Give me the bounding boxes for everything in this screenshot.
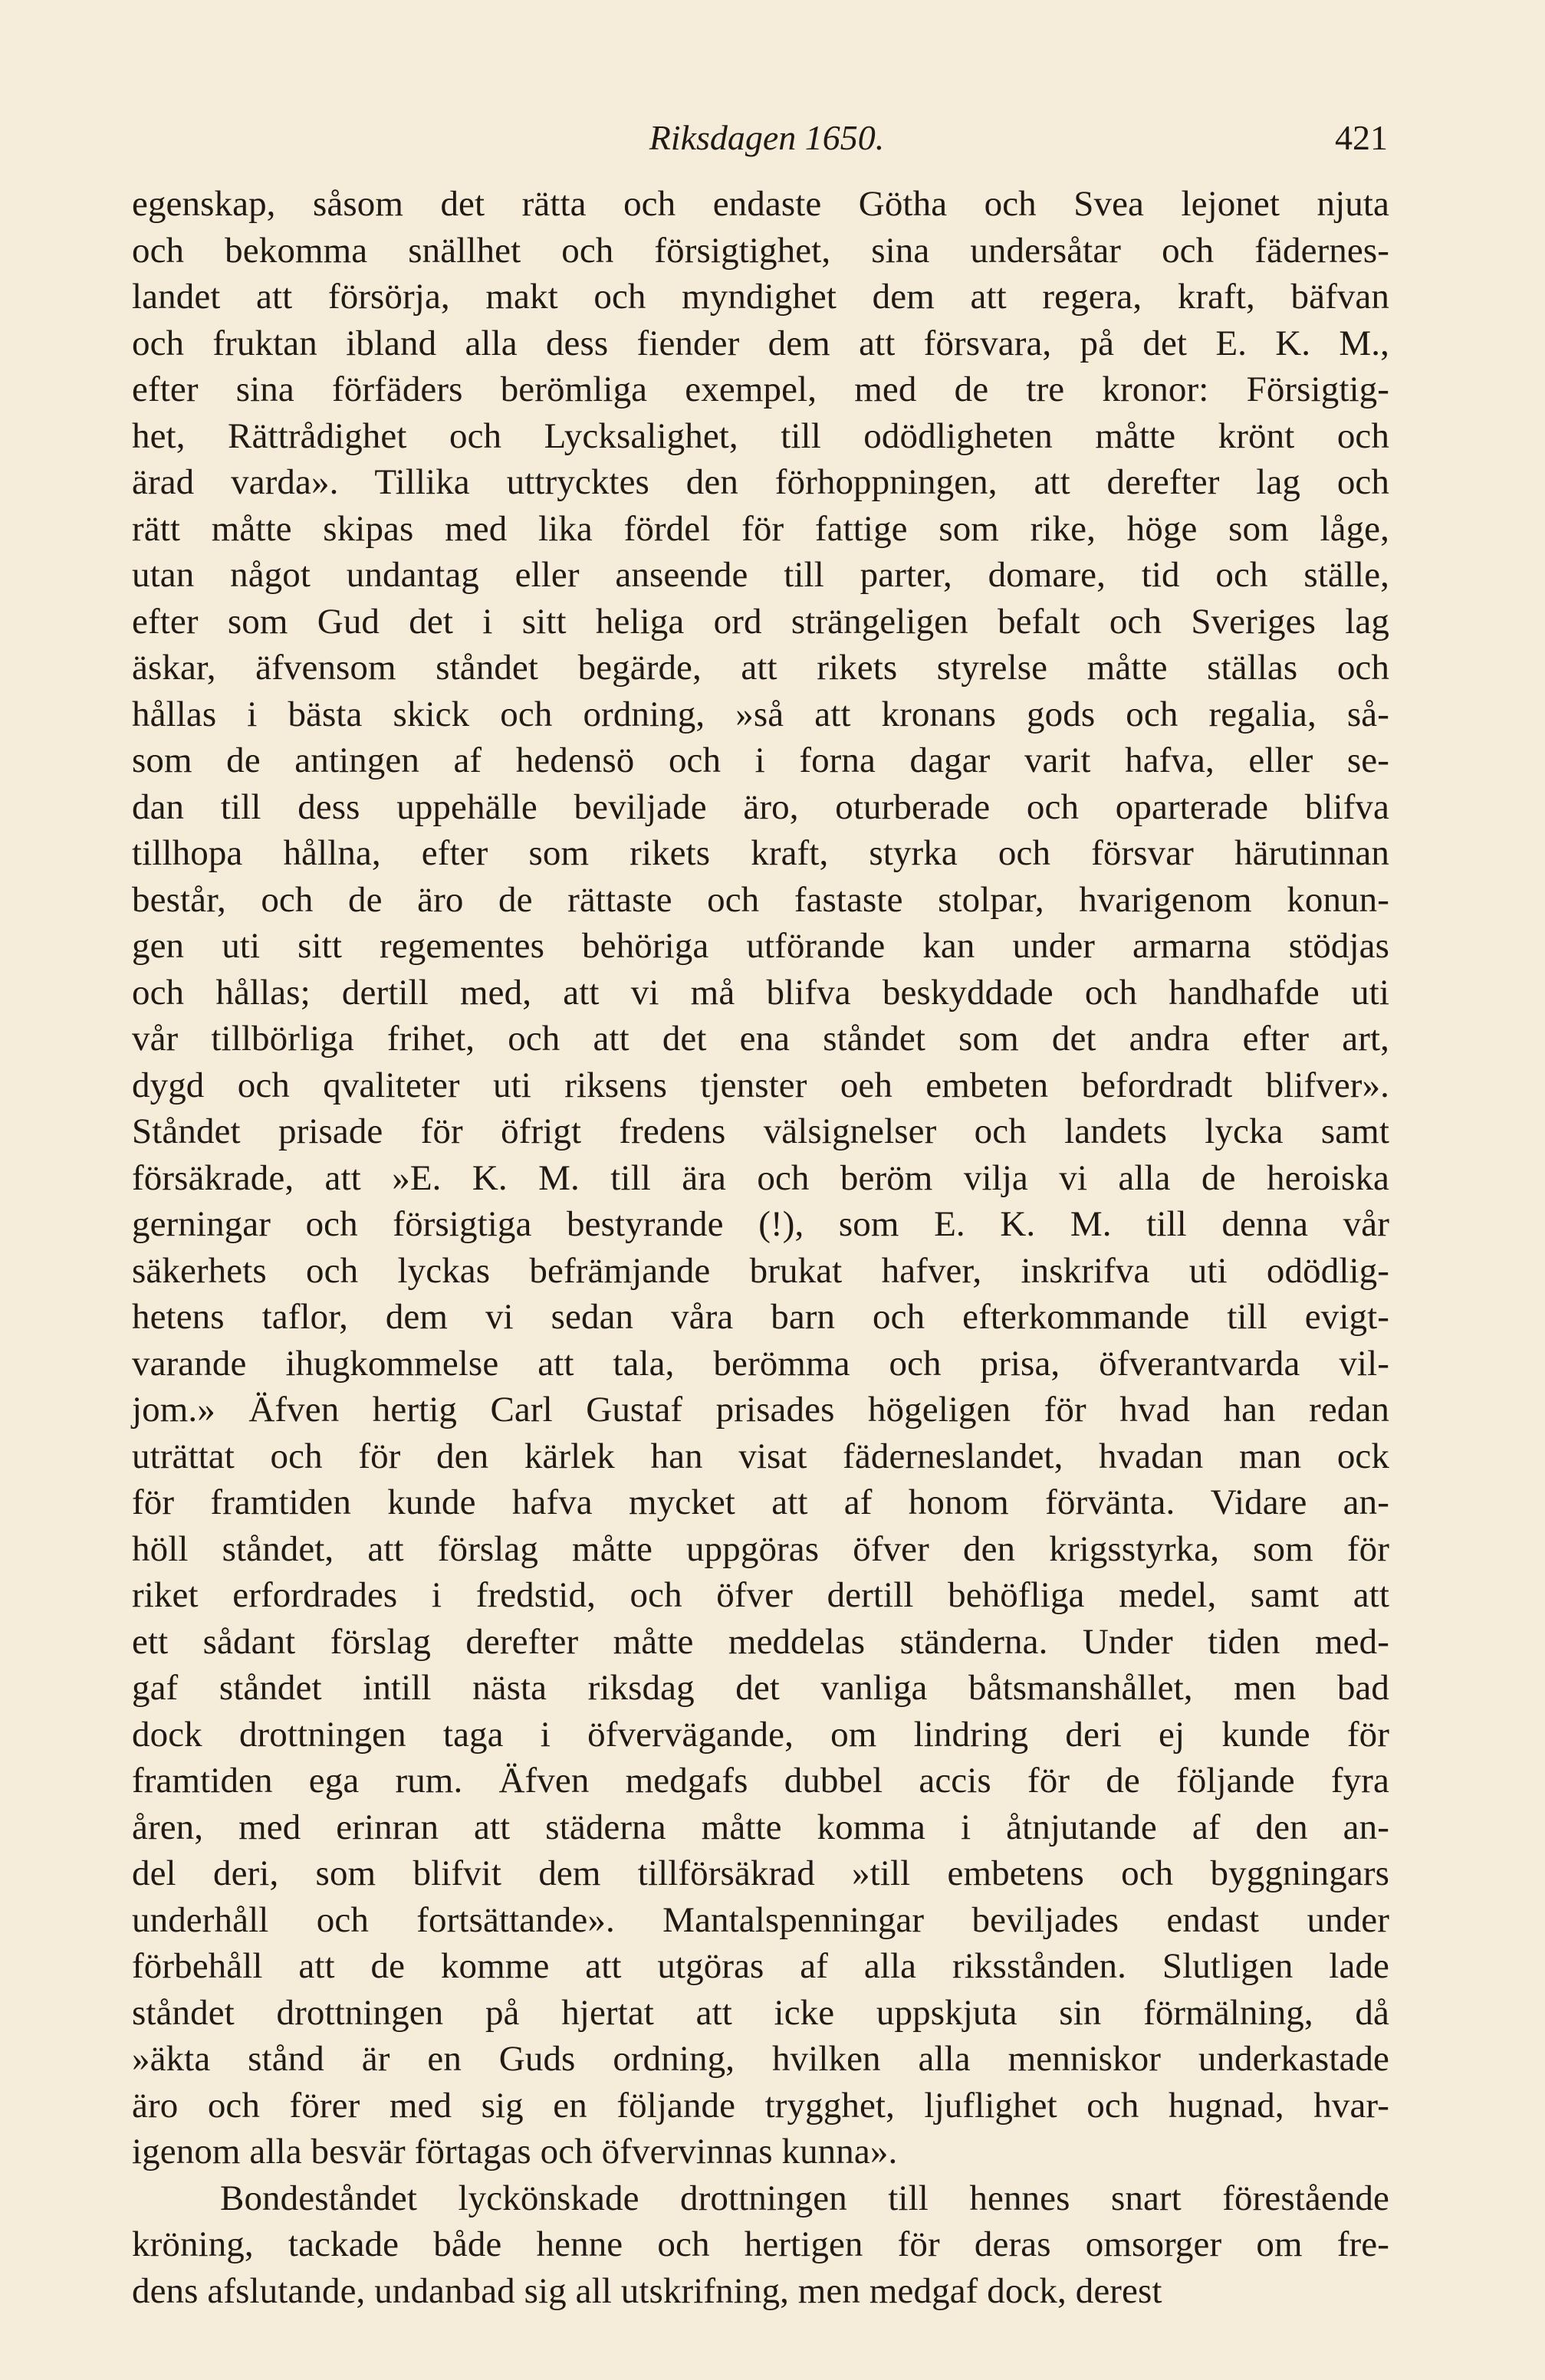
body-text (132, 181, 1389, 2314)
text-line: dock drottningen taga i öfvervägande, om lindring deri ej kunde för (132, 1714, 1389, 1755)
text-line: för framtiden kunde hafva mycket att af honom förvänta. Vidare an- (132, 1482, 1389, 1522)
text-line: försäkrade, att »E. K. M. till ära och beröm vilja vi alla de heroiska (132, 1157, 1389, 1198)
text-line: äskar, äfvensom ståndet begärde, att rikets styrelse måtte ställas och (132, 648, 1389, 688)
text-line: gen uti sitt regementes behöriga utförande kan under armarna stödjas (132, 926, 1389, 966)
text-line: efter som Gud det i sitt heliga ord strängeligen befalt och Sveriges lag (132, 601, 1389, 642)
text-line: dygd och qvaliteter uti riksens tjenster oeh embeten befordradt blifver». (132, 1065, 1389, 1105)
text-line: »äkta stånd är en Guds ordning, hvilken alla menniskor underkastade (132, 2039, 1389, 2079)
text-line: framtiden ega rum. Äfven medgafs dubbel accis för de följande fyra (132, 1761, 1389, 1801)
text-line: varande ihugkommelse att tala, berömma och prisa, öfverantvarda vil- (132, 1343, 1389, 1384)
text-line: åren, med erinran att städerna måtte komma i åtnjutande af den an- (132, 1807, 1389, 1847)
text-line: förbehåll att de komme att utgöras af alla riksstånden. Slutligen lade (132, 1946, 1389, 1986)
text-line: kröning, tackade både henne och hertigen för deras omsorger om fre- (132, 2224, 1389, 2264)
running-title: Riksdagen 1650. (649, 118, 885, 157)
text-line: egenskap, såsom det rätta och endaste Götha och Svea lejonet njuta (132, 184, 1389, 224)
text-line: Bondeståndet lyckönskade drottningen till hennes snart förestående (220, 2178, 1389, 2218)
paragraph (132, 2175, 1389, 2315)
text-line: rätt måtte skipas med lika fördel för fattige som rike, höge som låge, (132, 508, 1389, 549)
text-line: tillhopa hållna, efter som rikets kraft, styrka och försvar härutinnan (132, 833, 1389, 873)
text-line: äro och förer med sig en följande trygghet, ljuflighet och hugnad, hvar- (132, 2085, 1389, 2126)
text-line: riket erfordrades i fredstid, och öfver dertill behöfliga medel, samt att (132, 1575, 1389, 1615)
text-line: och bekomma snällhet och försigtighet, sina undersåtar och fädernes- (132, 230, 1389, 271)
paragraph (132, 181, 1389, 2175)
running-head (0, 115, 1545, 169)
text-line: ett sådant förslag derefter måtte meddelas ständerna. Under tiden med- (132, 1621, 1389, 1662)
text-line: efter sina förfäders berömliga exempel, med de tre kronor: Försigtig- (132, 369, 1389, 409)
text-line: dens afslutande, undanbad sig all utskrifning, men medgaf dock, derest (132, 2270, 1162, 2311)
text-line: landet att försörja, makt och myndighet dem att regera, kraft, bäfvan (132, 277, 1389, 317)
text-line: och fruktan ibland alla dess fiender dem att försvara, på det E. K. M., (132, 323, 1389, 363)
text-line: het, Rättrådighet och Lycksalighet, till odödligheten måtte krönt och (132, 415, 1389, 456)
text-line: hållas i bästa skick och ordning, »så att kronans gods och regalia, så- (132, 694, 1389, 734)
text-line: vår tillbörliga frihet, och att det ena ståndet som det andra efter art, (132, 1019, 1389, 1059)
text-line: gaf ståndet intill nästa riksdag det vanliga båtsmanshållet, men bad (132, 1668, 1389, 1708)
text-line: består, och de äro de rättaste och fastaste stolpar, hvarigenom konun- (132, 879, 1389, 920)
text-line: gerningar och försigtiga bestyrande (!), som E. K. M. till denna vår (132, 1204, 1389, 1244)
text-line: jom.» Äfven hertig Carl Gustaf prisades högeligen för hvad han redan (132, 1390, 1389, 1430)
text-line: säkerhets och lyckas befrämjande brukat hafver, inskrifva uti odödlig- (132, 1250, 1389, 1291)
text-line: som de antingen af hedensö och i forna dagar varit hafva, eller se- (132, 740, 1389, 780)
text-line: ärad varda». Tillika uttrycktes den förhoppningen, att derefter lag och (132, 462, 1389, 502)
text-line: och hållas; dertill med, att vi må blifva beskyddade och handhafde uti (132, 972, 1389, 1013)
text-line: Ståndet prisade för öfrigt fredens välsignelser och landets lycka samt (132, 1111, 1389, 1151)
text-line: utan något undantag eller anseende till parter, domare, tid och ställe, (132, 555, 1389, 595)
text-line: igenom alla besvär förtagas och öfvervinnas kunna». (132, 2132, 898, 2172)
text-line: höll ståndet, att förslag måtte uppgöras öfver den krigsstyrka, som för (132, 1528, 1389, 1569)
page-number: 421 (1335, 118, 1388, 157)
text-line: hetens taflor, dem vi sedan våra barn och efterkommande till evigt- (132, 1297, 1389, 1337)
text-line: ståndet drottningen på hjertat att icke uppskjuta sin förmälning, då (132, 1992, 1389, 2033)
text-line: del deri, som blifvit dem tillförsäkrad »till embetens och byggningars (132, 1853, 1389, 1893)
text-line: uträttat och för den kärlek han visat fäderneslandet, hvadan man ock (132, 1436, 1389, 1476)
text-line: underhåll och fortsättande». Mantalspenningar beviljades endast under (132, 1899, 1389, 1940)
text-line: dan till dess uppehälle beviljade äro, oturberade och oparterade blifva (132, 786, 1389, 827)
